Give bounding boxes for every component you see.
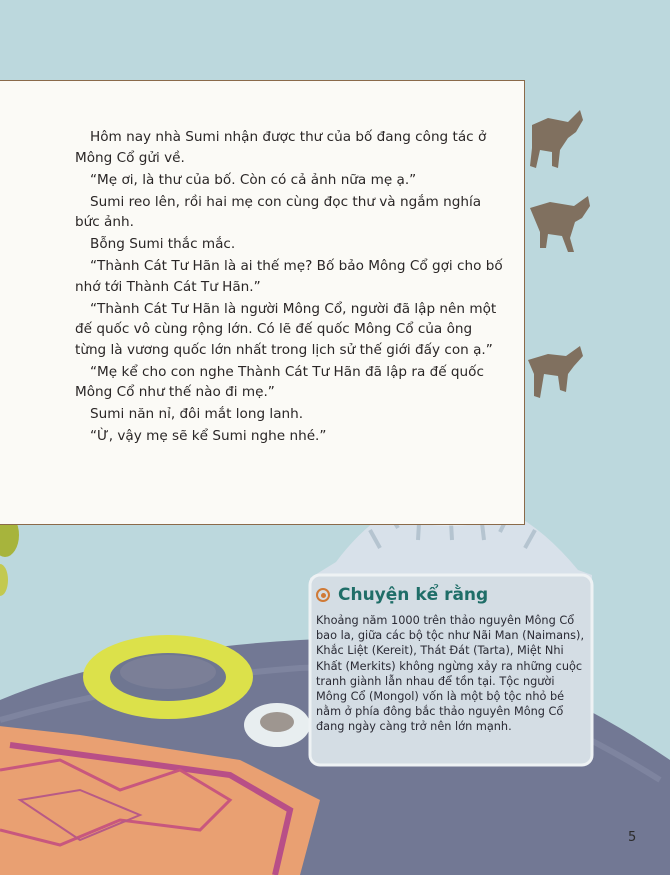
story-paragraph: “Ừ, vậy mẹ sẽ kể Sumi nghe nhé.” bbox=[90, 428, 327, 444]
story-paragraph: Sumi reo lên, rồi hai mẹ con cùng đọc thư và ngắm nghía bức ảnh. bbox=[75, 193, 482, 230]
callout-header bbox=[316, 585, 588, 605]
story-paragraph: Sumi năn nỉ, đôi mắt long lanh. bbox=[90, 406, 304, 422]
story-paragraph: Bỗng Sumi thắc mắc. bbox=[90, 236, 236, 252]
callout-title: Chuyện kể rằng bbox=[338, 585, 489, 605]
callout-body: Khoảng năm 1000 trên thảo nguyên Mông Cổ bao la, giữa các bộ tộc như Nãi Man (Naimans), Khắc Liệt (Kereit), Thát Đát (Tarta), Miệt Nhi Khất (Merkits) không ngừng xảy ra những cuộc tranh giành lẫn nhau để tồn tại. Tộc người Mông Cổ (Mongol) vốn là một bộ tộc nhỏ bé nằm ở phía đông bắc thảo nguyên Mông Cổ đang ngày càng trở nên lớn mạnh. bbox=[316, 614, 585, 734]
story-paragraph: Hôm nay nhà Sumi nhận được thư của bố đang công tác ở Mông Cổ gửi về. bbox=[75, 129, 487, 166]
page-number: 5 bbox=[628, 830, 637, 845]
info-callout bbox=[316, 585, 588, 735]
story-paragraph: “Thành Cát Tư Hãn là ai thế mẹ? Bố bảo Mông Cổ gợi cho bố nhớ tới Thành Cát Tư Hãn.” bbox=[75, 258, 503, 295]
story-paragraph: “Thành Cát Tư Hãn là người Mông Cổ, người đã lập nên một đế quốc vô cùng rộng lớn. Có lẽ đế quốc Mông Cổ của ông từng là vương quốc lớn nhất trong lịch sử thế giới đấy con ạ.” bbox=[75, 300, 497, 358]
story-paragraph: “Mẹ kể cho con nghe Thành Cát Tư Hãn đã lập ra đế quốc Mông Cổ như thế nào đi mẹ.” bbox=[75, 363, 484, 400]
story-paragraph: “Mẹ ơi, là thư của bố. Còn có cả ảnh nữa mẹ ạ.” bbox=[90, 171, 417, 188]
circle-bullet-icon bbox=[316, 588, 330, 602]
story-text bbox=[75, 127, 505, 448]
